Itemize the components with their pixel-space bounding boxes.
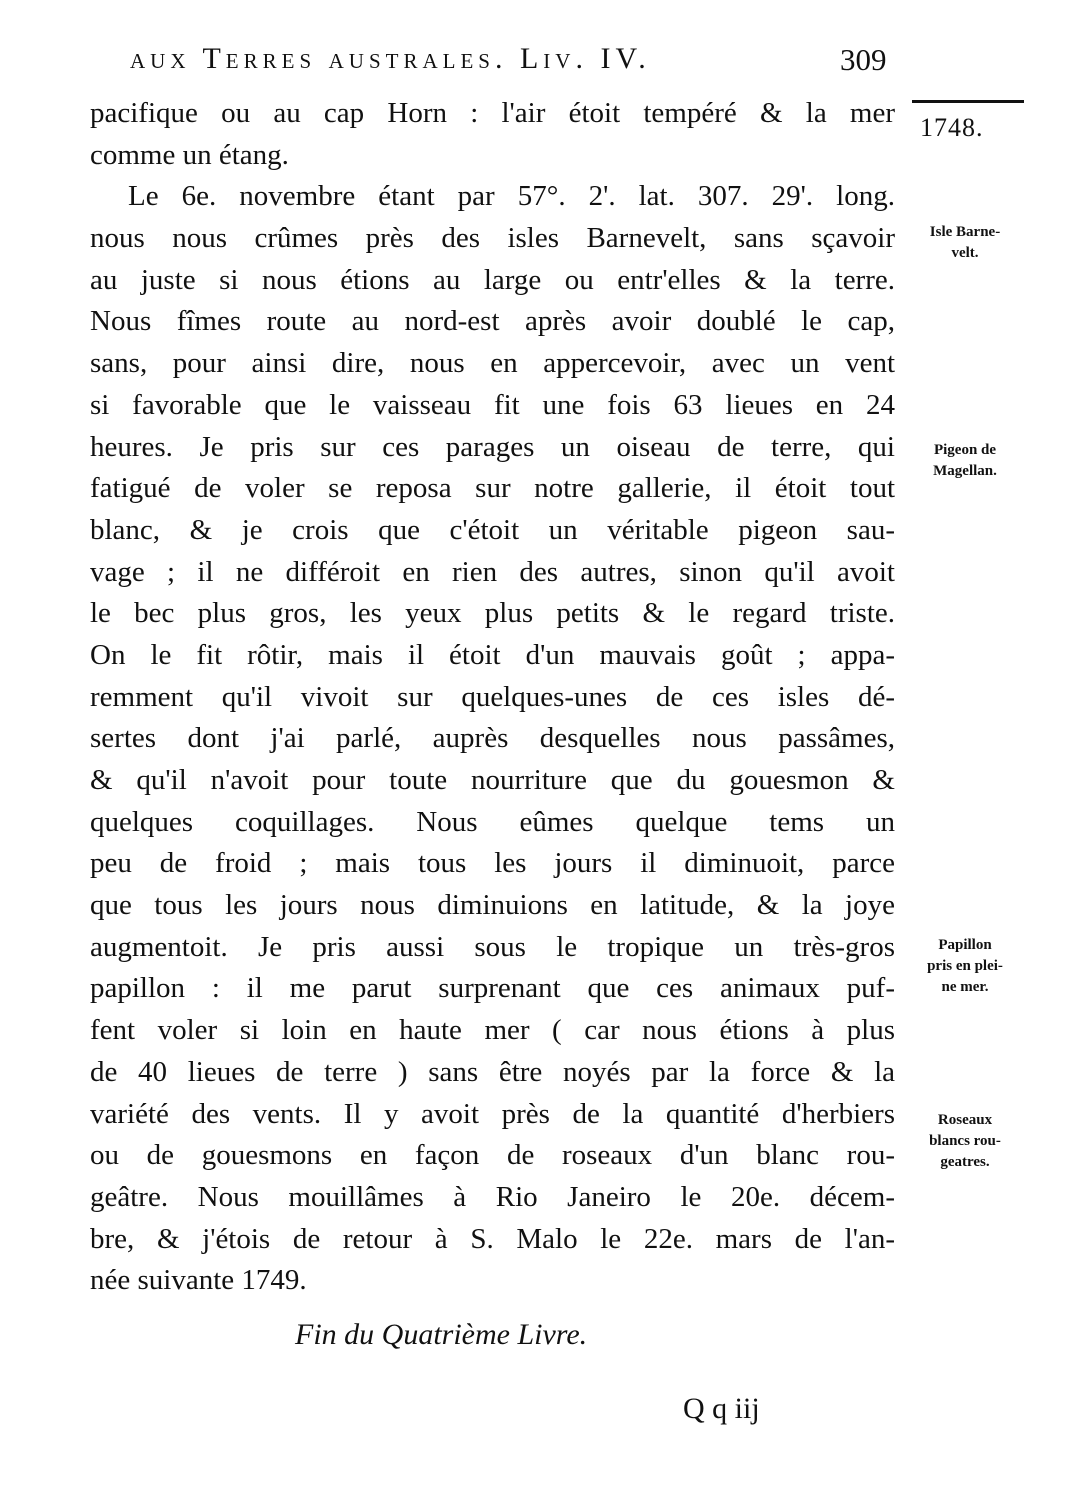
text-line: au juste si nous étions au large ou entr'elles & la terre.	[90, 263, 895, 296]
text-line: remment qu'il vivoit sur quelques-unes de ces isles dé-	[90, 680, 895, 713]
text-line: pacifique ou au cap Horn : l'air étoit tempéré & la mer	[90, 97, 895, 129]
text-line: de 40 lieues de terre ) sans être noyés par la force & la	[90, 1055, 895, 1088]
margin-note-line: Pigeon de	[933, 442, 997, 458]
text-line: On le fit rôtir, mais il étoit d'un mauvais goût ; appa-	[90, 638, 895, 671]
margin-note-line: Magellan.	[933, 463, 997, 479]
text-line: fent voler si loin en haute mer ( car nous étions à plus	[90, 1014, 895, 1047]
year-note: 1748.	[920, 113, 984, 142]
text-line: ou de gouesmons en façon de roseaux d'un blanc rou-	[90, 1139, 895, 1172]
page-header	[130, 42, 930, 82]
text-line: geâtre. Nous mouillâmes à Rio Janeiro le 20e. décem-	[90, 1180, 895, 1213]
text-line: & qu'il n'avoit pour toute nourriture que du gouesmon &	[90, 764, 895, 796]
text-line: sertes dont j'ai parlé, auprès desquelles nous passâmes,	[90, 722, 895, 755]
text-line: bre, & j'étois de retour à S. Malo le 22e. mars de l'an-	[90, 1222, 895, 1255]
page-number: 309	[840, 42, 887, 77]
text-line: vage ; il ne différoit en rien des autres, sinon qu'il avoit	[90, 555, 895, 588]
margin-note-barnevelt	[905, 222, 1025, 264]
text-line: sans, pour ainsi dire, nous en appercevoir, avec un vent	[90, 347, 895, 380]
year-rule	[912, 100, 1024, 103]
running-title: aux Terres australes. Liv. IV.	[130, 42, 651, 75]
text-line: le bec plus gros, les yeux plus petits & le regard triste.	[90, 597, 895, 630]
margin-note-line: Roseaux	[937, 1112, 993, 1128]
margin-note-line: velt.	[951, 245, 979, 261]
text-line: papillon : il me parut surprenant que ces animaux puf-	[90, 972, 895, 1005]
margin-note-pigeon	[905, 440, 1025, 482]
text-line: que tous les jours nous diminuions en latitude, & la joye	[90, 889, 895, 922]
text-line: heures. Je pris sur ces parages un oiseau de terre, qui	[90, 430, 895, 463]
margin-note-line: ne mer.	[941, 979, 989, 995]
margin-note-line: Papillon	[938, 937, 992, 953]
text-line: nous nous crûmes près des isles Barnevelt, sans sçavoir	[90, 222, 895, 255]
text-line: si favorable que le vaisseau fit une fois 63 lieues en 24	[90, 388, 895, 421]
text-line: blanc, & je crois que c'étoit un véritable pigeon sau-	[90, 513, 895, 546]
margin-note-roseaux	[905, 1110, 1025, 1173]
text-line: quelques coquillages. Nous eûmes quelque tems un	[90, 805, 895, 838]
body-text	[90, 93, 895, 1302]
text-line: variété des vents. Il y avoit près de la quantité d'herbiers	[90, 1097, 895, 1130]
text-line: Nous fîmes route au nord-est après avoir doublé le cap,	[90, 305, 895, 338]
text-line: Le 6e. novembre étant par 57°. 2'. lat. 307. 29'. long.	[128, 180, 895, 213]
margin-note-line: blancs rou-	[929, 1133, 1001, 1149]
text-line: augmentoit. Je pris aussi sous le tropique un très-gros	[90, 930, 895, 963]
end-of-book-title: Fin du Quatrième Livre.	[295, 1318, 588, 1351]
text-line: fatigué de voler se reposa sur notre gallerie, il étoit tout	[90, 472, 895, 505]
margin-note-papillon	[905, 935, 1025, 998]
margin-note-line: pris en plei-	[927, 958, 1003, 974]
text-line: comme un étang.	[90, 138, 289, 171]
text-line: née suivante 1749.	[90, 1264, 307, 1297]
margin-note-line: Isle Barne-	[929, 224, 1001, 240]
margin-note-line: geatres.	[940, 1154, 990, 1170]
text-line: peu de froid ; mais tous les jours il diminuoit, parce	[90, 847, 895, 880]
signature-mark: Q q iij	[683, 1392, 760, 1425]
